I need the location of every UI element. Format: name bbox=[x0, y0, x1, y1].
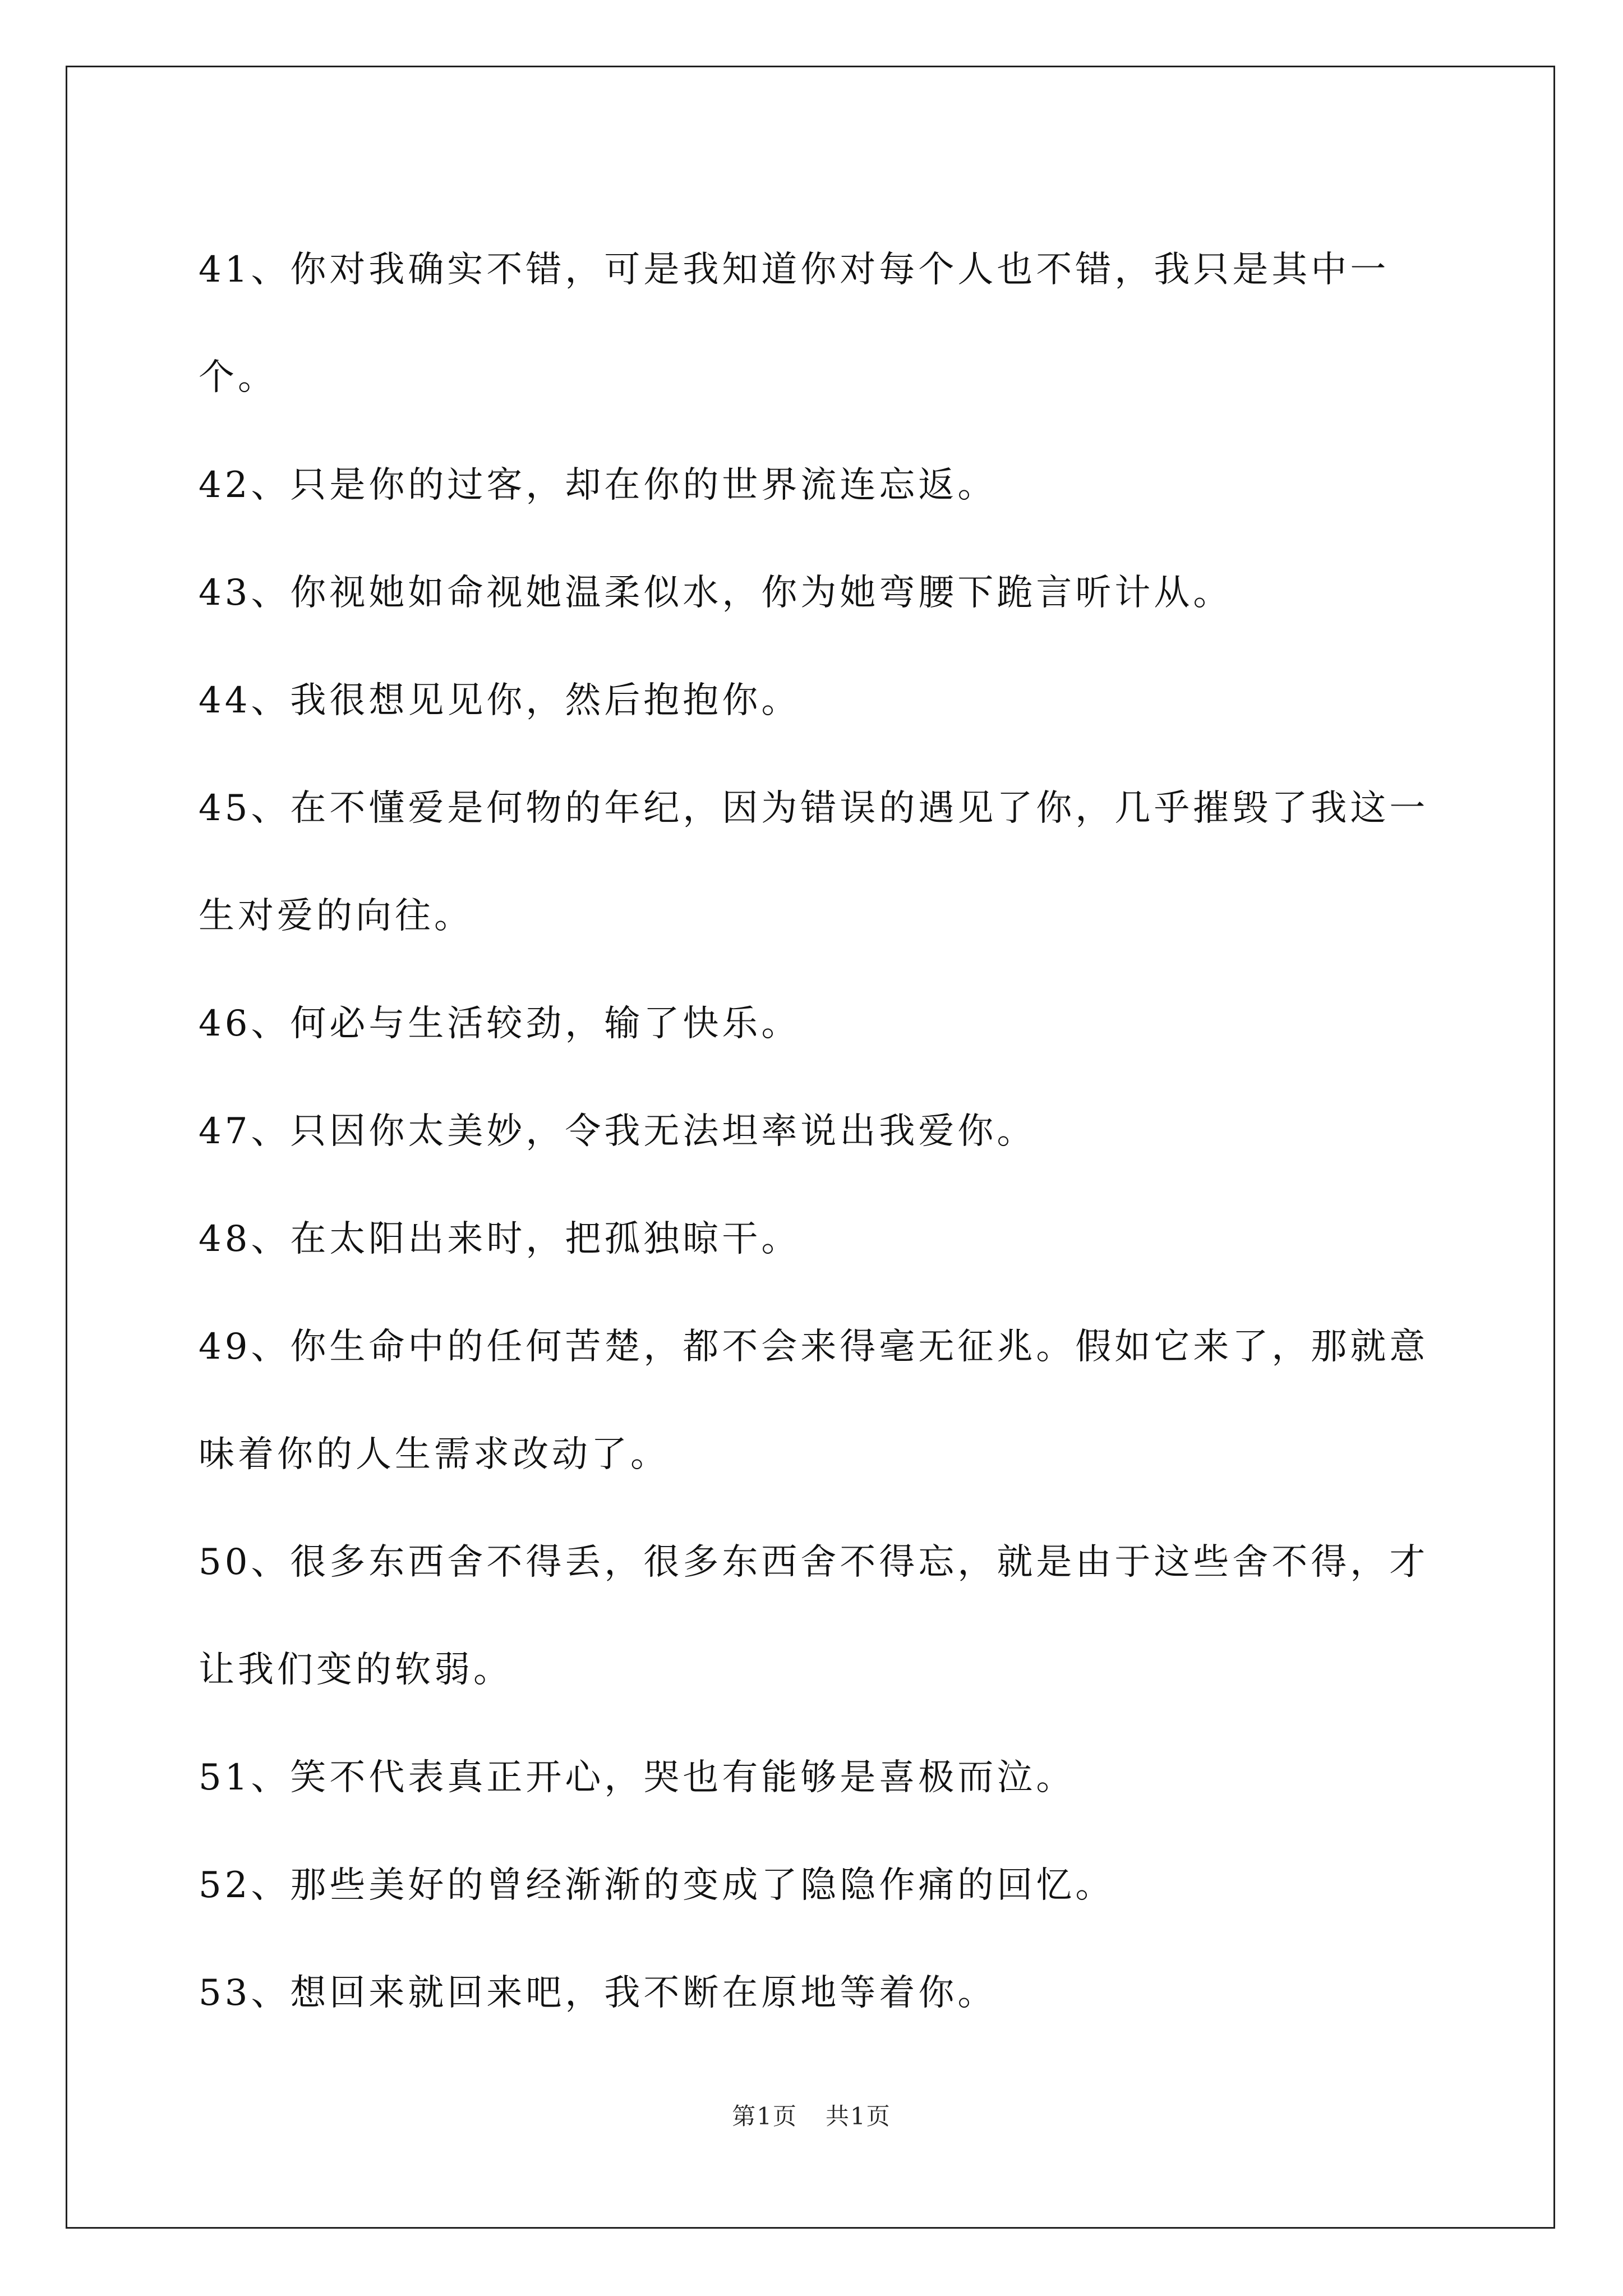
paragraph-46: 46、何必与生活较劲，输了快乐。 bbox=[199, 1003, 801, 1045]
page-count: 共1页 bbox=[826, 2102, 891, 2130]
document-body bbox=[199, 216, 1438, 2047]
paragraph-51: 51、笑不代表真正开心，哭也有能够是喜极而泣。 bbox=[199, 1757, 1076, 1798]
page-footer bbox=[0, 2098, 1623, 2132]
paragraph-48: 48、在太阳出来时，把孤独晾干。 bbox=[199, 1218, 801, 1260]
paragraph-41: 41、你对我确实不错，可是我知道你对每个人也不错，我只是其中一个。 bbox=[199, 249, 1390, 398]
paragraph-45: 45、在不懂爱是何物的年纪，因为错误的遇见了你，几乎摧毁了我这一生对爱的向往。 bbox=[199, 788, 1429, 937]
paragraph-43: 43、你视她如命视她温柔似水，你为她弯腰下跪言听计从。 bbox=[199, 572, 1233, 614]
paragraph-53: 53、想回来就回来吧，我不断在原地等着你。 bbox=[199, 1972, 997, 2014]
paragraph-52: 52、那些美好的曾经渐渐的变成了隐隐作痛的回忆。 bbox=[199, 1865, 1115, 1906]
paragraph-50: 50、很多东西舍不得丢，很多东西舍不得忘，就是由于这些舍不得，才让我们变的软弱。 bbox=[199, 1542, 1429, 1691]
page-number: 第1页 bbox=[732, 2102, 797, 2130]
paragraph-42: 42、只是你的过客，却在你的世界流连忘返。 bbox=[199, 464, 997, 506]
paragraph-44: 44、我很想见见你，然后抱抱你。 bbox=[199, 680, 801, 721]
paragraph-47: 47、只因你太美妙，令我无法坦率说出我爱你。 bbox=[199, 1111, 1036, 1152]
paragraph-49: 49、你生命中的任何苦楚，都不会来得毫无征兆。假如它来了，那就意味着你的人生需求改动了。 bbox=[199, 1326, 1429, 1475]
